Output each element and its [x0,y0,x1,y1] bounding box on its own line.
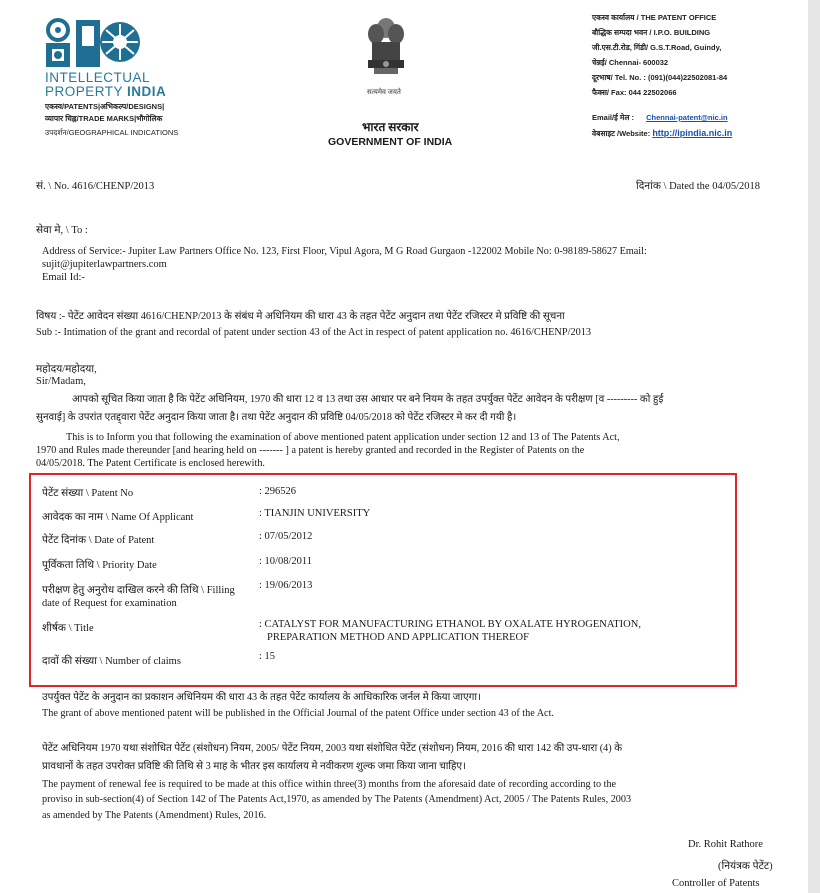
detail-label-request-exam-line2: date of Request for examination [42,598,177,609]
para3-hindi-line1: पेटेंट अधिनियम 1970 यथा संशोधित पेटेंट (संशोधन) नियम, 2005/ पेटेंट नियम, 2003 यथा संशोधित पेटेंट (संशोधन) नियम, 2016 की धारा 142 की उप-धारा (4) के [42,743,623,754]
national-emblem-icon [364,12,408,84]
detail-label-claims: दावों की संख्या \ Number of claims [42,656,181,667]
para1-english-line1: This is to Inform you that following the examination of above mentioned patent application under section 12 and 13 of The Patents Act, [66,432,620,443]
para3-english-line1: The payment of renewal fee is required to be made at this office within three(3) months from the aforesaid date of recording according to the [42,779,617,790]
detail-value-title: : CATALYST FOR MANUFACTURING ETHANOL BY OXALATE HYROGENATION, [259,619,641,630]
ip-india-logo [44,18,154,70]
detail-value-title-line2: PREPARATION METHOD AND APPLICATION THEREOF [267,632,529,643]
para2-hindi: उपर्युक्त पेटेंट के अनुदान का प्रकाशन अधिनियम की धारा 43 के तहत पेटेंट कार्यालय के आधिकारिक जर्नल मे किया जाएगा। [42,692,481,703]
logo-sub2: व्यापार चिह्न/TRADE MARKS|भौगोलिक [45,114,163,123]
office-email-link[interactable]: Chennai-patent@nic.in [646,113,728,122]
logo-sub3: उपदर्शन/GEOGRAPHICAL INDICATIONS [45,128,179,137]
salutation-english: Sir/Madam, [36,376,86,387]
office-line5: दूरभाष/ Tel. No. : (091)(044)22502081-84 [592,73,728,82]
detail-value-request-exam: : 19/06/2013 [259,580,313,591]
office-email-row [592,112,728,124]
email-id: Email Id:- [42,272,85,283]
para2-english: The grant of above mentioned patent will be published in the Official Journal of the patent Office under section 43 of the Act. [42,708,554,719]
subject-english: Sub :- Intimation of the grant and recordal of patent under section 43 of the Act in respect of patent application no. 4616/CHENP/2013 [36,327,592,338]
address-line1: Address of Service:- Jupiter Law Partners Office No. 123, First Floor, Vipul Agora, M G Road Gurgaon -122002 Mobile No: 0-98189-58627 Email: [42,246,647,257]
dated: दिनांक \ Dated the 04/05/2018 [636,181,761,192]
para1-hindi-line2: सुनवाई] के उपरांत एतद्द्वारा पेटेंट अनुदान किया जाता है। तथा पेटेंट अनुदान की प्रविष्टि 04/05/2018 को पेटेंट रजिस्टर मे कर दी गयी है। [36,412,517,423]
para1-english-line2: 1970 and Rules made thereunder [and hearing held on ------- ] a patent is hereby granted and recorded in the Register of Patents on the [36,445,585,456]
emblem-motto: सत्यमेव जयते [367,88,401,96]
subject-hindi: विषय :- पेटेंट आवेदन संख्या 4616/CHENP/2013 के संबंध मे अधिनियम की धारा 43 के तहत पेटेंट अनुदान तथा पेटेंट रजिस्टर मे प्रविष्टि की सूचना [36,311,565,322]
address-line2: sujit@jupiterlawpartners.com [42,259,167,270]
office-website-row [592,127,732,140]
detail-value-date-of-patent: : 07/05/2012 [259,531,313,542]
salutation-hindi: महोदय/महोदया, [36,364,97,375]
detail-label-patent-no: पेटेंट संख्या \ Patent No [42,488,134,499]
detail-value-patent-no: : 296526 [259,486,297,497]
para3-english-line3: as amended by The Patents (Amendment) Rules, 2016. [42,810,267,821]
signatory-name: Dr. Rohit Rathore [688,839,763,850]
logo-line2-bold: INDIA [127,84,167,99]
logo-line2 [45,84,166,99]
para1-english-line3: 04/05/2018. The Patent Certificate is enclosed herewith. [36,458,265,469]
detail-label-date-of-patent: पेटेंट दिनांक \ Date of Patent [42,535,155,546]
emblem-english: GOVERNMENT OF INDIA [328,136,453,148]
signatory-title: Controller of Patents [672,878,760,889]
page-edge-strip [808,0,820,893]
office-website-link[interactable]: http://ipindia.nic.in [652,128,733,138]
detail-label-priority-date: पूर्विकता तिथि \ Priority Date [42,560,157,571]
para3-hindi-line2: प्रावधानों के तहत उपरोक्त प्रविष्टि की तिथि से 3 माह के भीतर इस कार्यालय मे नवीकरण शुल्क जमा किया जाना चाहिए। [42,761,466,772]
para1-hindi-line1: आपको सूचित किया जाता है कि पेटेंट अधिनियम, 1970 की धारा 12 व 13 तथा उस आधार पर बने नियम के तहत उपर्युक्त पेटेंट आवेदन के परीक्षण [व --------- को हुई [72,394,664,405]
office-website-label: वेबसाइट /Website: [592,129,651,138]
detail-label-applicant: आवेदक का नाम \ Name Of Applicant [42,512,194,523]
detail-value-claims: : 15 [259,651,276,662]
detail-label-request-exam: परीक्षण हेतु अनुरोध दाखिल करने की तिथि \ Filling [42,585,235,596]
detail-label-title: शीर्षक \ Title [42,623,94,634]
office-line4: चेन्नई/ Chennai- 600032 [592,58,669,67]
logo-line2-prefix: PROPERTY [45,84,123,99]
signatory-hindi-title: (नियंत्रक पेटेंट) [718,861,773,872]
office-line2: बौद्धिक सम्पदा भवन / I.P.O. BUILDING [592,28,711,37]
detail-value-priority-date: : 10/08/2011 [259,556,312,567]
logo-line1: INTELLECTUAL [45,70,151,85]
emblem-hindi: भारत सरकार [362,120,419,134]
office-email-label: Email/ई मेल : [592,113,635,122]
office-line1: एकस्व कार्यालय / THE PATENT OFFICE [592,13,717,22]
office-line3: जी.एस.टी.रोड, गिंडी/ G.S.T.Road, Guindy, [592,43,722,52]
para3-english-line2: proviso in sub-section(4) of Section 142 of The Patents Act,1970, as amended by The Patents (Amendment) Act, 2005 / The Patents Rules, 2003 [42,794,632,805]
detail-value-applicant: : TIANJIN UNIVERSITY [259,508,371,519]
reference-number: सं. \ No. 4616/CHENP/2013 [36,181,155,192]
office-line6: फैक्स/ Fax: 044 22502066 [592,88,677,97]
ip-india-logo-icon [44,18,144,70]
logo-sub1: एकस्व/PATENTS|अभिकल्प/DESIGNS| [45,102,165,111]
to-label: सेवा मे, \ To : [36,225,88,236]
